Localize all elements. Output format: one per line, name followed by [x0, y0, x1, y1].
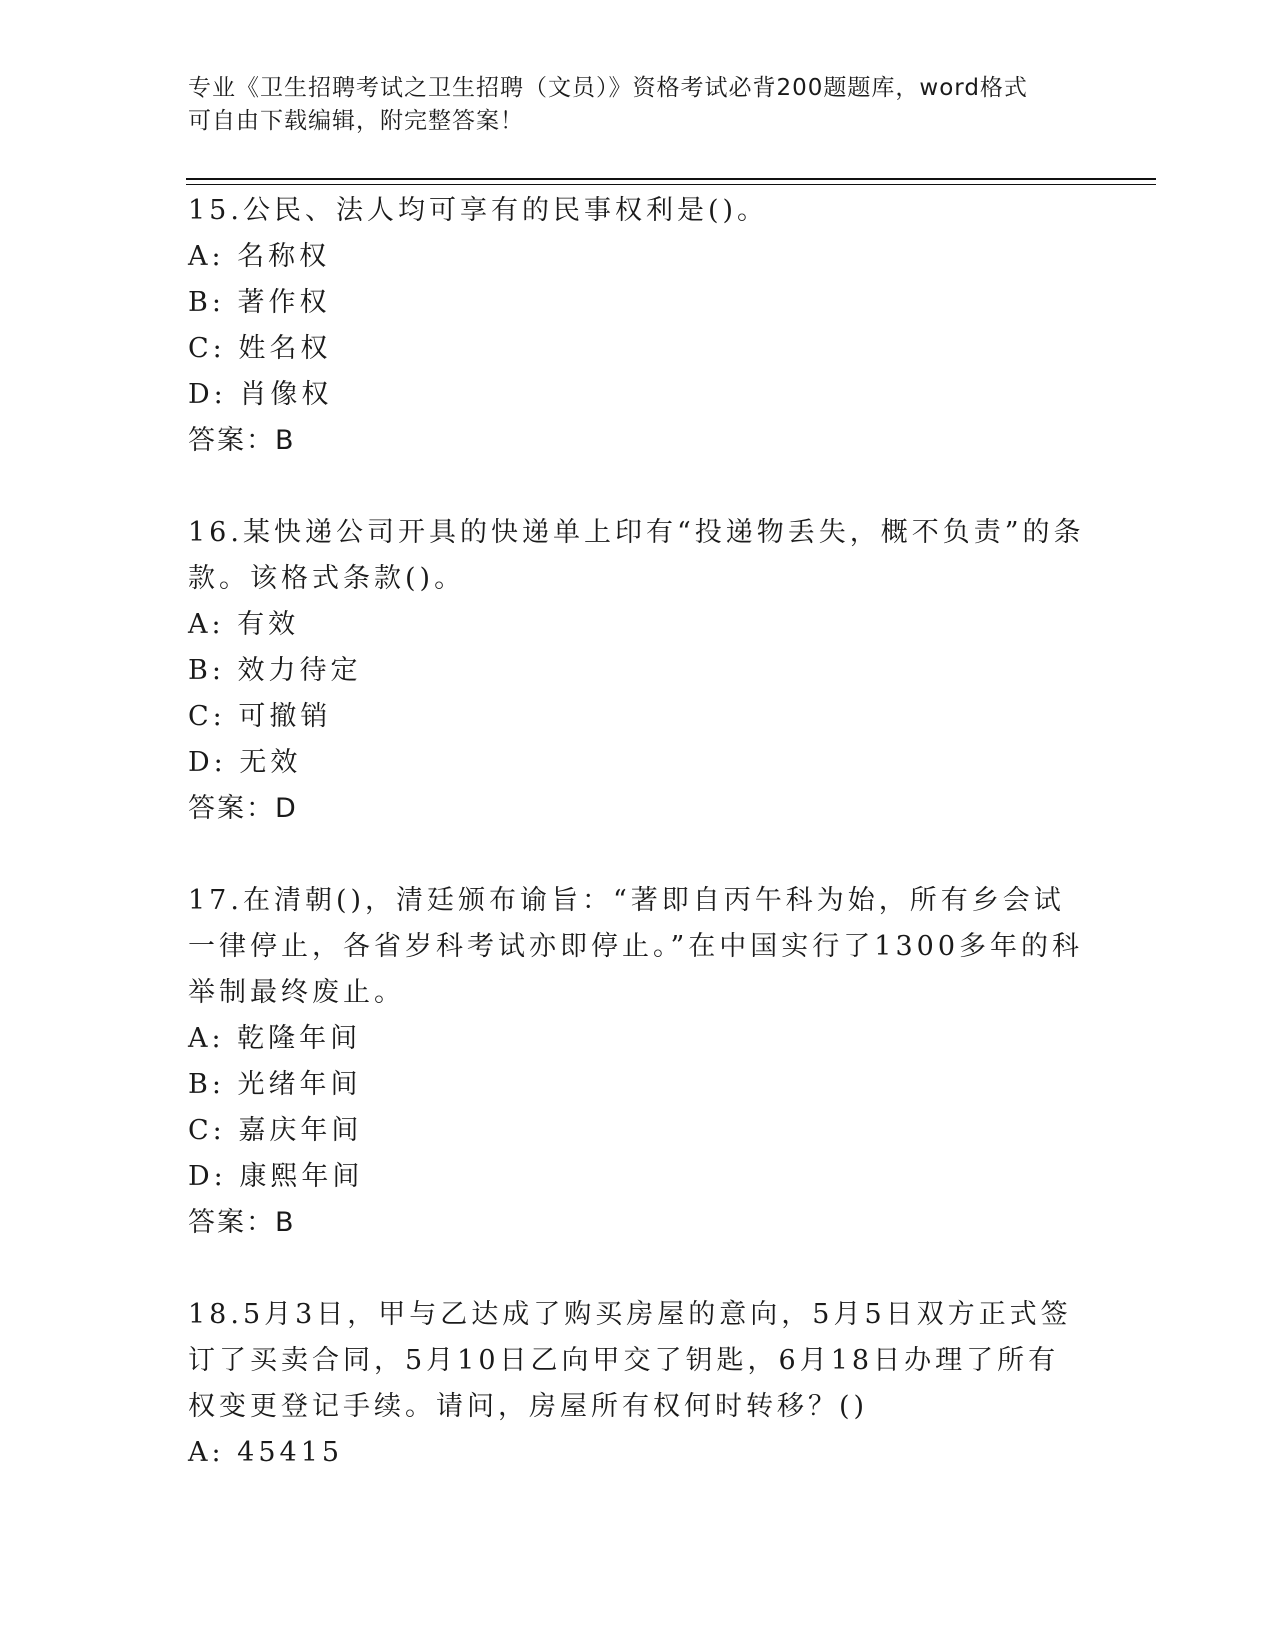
question-list	[188, 188, 1088, 1476]
header-rule-thick	[186, 178, 1156, 180]
option-d: D: 无效	[188, 747, 302, 778]
answer: 答案：B	[188, 1207, 296, 1238]
header-rule-thin	[186, 184, 1156, 185]
option-a: A: 乾隆年间	[188, 1023, 362, 1054]
option-d: D: 康熙年间	[188, 1161, 364, 1192]
option-c: C: 姓名权	[188, 333, 332, 364]
document-header	[188, 72, 1068, 138]
question-text: 16.某快递公司开具的快递单上印有“投递物丢失，概不负责”的条款。该格式条款()。	[188, 517, 1085, 594]
header-line-1: 专业《卫生招聘考试之卫生招聘（文员）》资格考试必背200题题库，word格式	[188, 75, 1028, 101]
question-17	[188, 878, 1088, 1246]
header-line-2: 可自由下载编辑，附完整答案！	[188, 108, 524, 134]
option-a: A: 45415	[188, 1437, 344, 1468]
question-text: 17.在清朝()，清廷颁布谕旨：“著即自丙午科为始，所有乡会试一律停止，各省岁科考试亦即停止。”在中国实行了1300多年的科举制最终废止。	[188, 885, 1084, 1008]
option-a: A: 有效	[188, 609, 300, 640]
question-spacer	[188, 464, 1088, 510]
question-text: 18.5月3日，甲与乙达成了购买房屋的意向，5月5日双方正式签订了买卖合同，5月10日乙向甲交了钥匙，6月18日办理了所有权变更登记手续。请问，房屋所有权何时转移？()	[188, 1299, 1072, 1422]
option-b: B: 光绪年间	[188, 1069, 362, 1100]
question-spacer	[188, 1246, 1088, 1292]
answer: 答案：D	[188, 793, 298, 824]
question-18	[188, 1292, 1088, 1476]
question-text: 15.公民、法人均可享有的民事权利是()。	[188, 195, 769, 226]
option-c: C: 嘉庆年间	[188, 1115, 363, 1146]
question-16	[188, 510, 1088, 832]
answer: 答案：B	[188, 425, 296, 456]
option-b: B: 效力待定	[188, 655, 362, 686]
question-spacer	[188, 832, 1088, 878]
option-b: B: 著作权	[188, 287, 331, 318]
option-a: A: 名称权	[188, 241, 331, 272]
option-c: C: 可撤销	[188, 701, 332, 732]
option-d: D: 肖像权	[188, 379, 333, 410]
question-15	[188, 188, 1088, 464]
